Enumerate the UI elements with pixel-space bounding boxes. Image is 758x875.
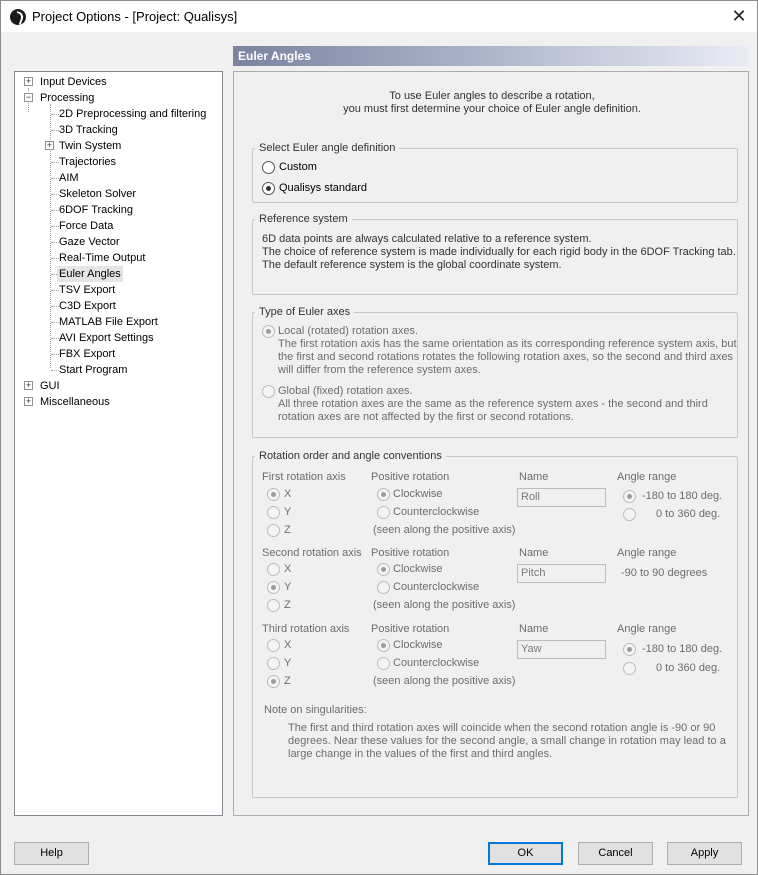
- first-range-360-radio[interactable]: [623, 508, 636, 521]
- clockwise-label: Clockwise: [393, 639, 443, 651]
- title-bar: [1, 1, 757, 32]
- reference-line: The choice of reference system is made individually for each rigid body in the 6DOF Tracking tab.: [262, 246, 736, 258]
- local-axes-radio[interactable]: [262, 325, 275, 338]
- tree-item-label: AIM: [59, 172, 79, 184]
- tree-connector: [51, 194, 59, 195]
- tree-item-label: C3D Export: [59, 300, 116, 312]
- first-axis-y-radio[interactable]: [267, 506, 280, 519]
- reference-system-group: [252, 213, 738, 295]
- first-counterclockwise-radio[interactable]: [377, 506, 390, 519]
- description-line: All three rotation axes are the same as the reference system axes - the second and third: [278, 398, 708, 410]
- tree-item-label: Miscellaneous: [40, 396, 110, 408]
- tree-item-label: Force Data: [59, 220, 114, 232]
- reference-line: 6D data points are always calculated relative to a reference system.: [262, 233, 592, 245]
- help-button[interactable]: Help: [14, 842, 89, 865]
- global-axes-radio[interactable]: [262, 385, 275, 398]
- counterclockwise-label: Counterclockwise: [393, 581, 480, 593]
- tree-item-label: Skeleton Solver: [59, 188, 137, 200]
- first-axis-label: First rotation axis: [262, 471, 346, 483]
- tree-connector: [51, 258, 59, 259]
- first-clockwise-radio[interactable]: [377, 488, 390, 501]
- second-name-field[interactable]: Pitch: [517, 564, 606, 583]
- description-line: rotation axes are not affected by the first or second rotations.: [278, 411, 574, 423]
- note-line: large change in the values of the first and third angles.: [288, 748, 553, 760]
- positive-rotation-label: Positive rotation: [371, 623, 450, 635]
- second-clockwise-radio[interactable]: [377, 563, 390, 576]
- axis-x-label: X: [284, 488, 292, 500]
- group-title: Type of Euler axes: [255, 305, 354, 319]
- singularities-note: [288, 722, 728, 761]
- tree-item-label: Processing: [40, 92, 95, 104]
- ok-button[interactable]: OK: [488, 842, 563, 865]
- note-line: degrees. Near these values for the second angle, a small change in rotation may lead to a: [288, 735, 726, 747]
- range-label: 0 to 360 deg.: [656, 662, 721, 674]
- tree-connector: [51, 130, 59, 131]
- tree-connector: [51, 178, 59, 179]
- axis-y-label: Y: [284, 506, 292, 518]
- description-line: the first and second rotations rotates the following rotation axes, so the second and third axes: [278, 351, 733, 363]
- angle-range-header: Angle range: [617, 547, 677, 559]
- tree-item-label: GUI: [40, 380, 60, 392]
- third-axis-z-radio[interactable]: [267, 675, 280, 688]
- group-title: Rotation order and angle conventions: [255, 449, 446, 463]
- tree-item-label: AVI Export Settings: [59, 332, 154, 344]
- second-counterclockwise-radio[interactable]: [377, 581, 390, 594]
- axis-y-label: Y: [284, 581, 292, 593]
- third-range-180-radio[interactable]: [623, 643, 636, 656]
- clockwise-label: Clockwise: [393, 488, 443, 500]
- third-name-field[interactable]: Yaw: [517, 640, 606, 659]
- first-axis-z-radio[interactable]: [267, 524, 280, 537]
- range-label: 0 to 360 deg.: [656, 508, 721, 520]
- second-axis-label: Second rotation axis: [262, 547, 362, 559]
- local-axes-description: [278, 338, 737, 377]
- expand-plus-icon[interactable]: +: [25, 380, 32, 390]
- second-axis-y-radio[interactable]: [267, 581, 280, 594]
- clockwise-label: Clockwise: [393, 563, 443, 575]
- angle-range-header: Angle range: [617, 471, 677, 483]
- local-axes-label: Local (rotated) rotation axes.: [278, 325, 419, 337]
- tree-item-label: Gaze Vector: [59, 236, 120, 248]
- name-header: Name: [519, 547, 549, 559]
- euler-angles-panel: [233, 71, 749, 816]
- description-line: will differ from the reference system axes.: [278, 364, 481, 376]
- tree-connector: [51, 322, 59, 323]
- tree-item-label: FBX Export: [59, 348, 116, 360]
- tree-item-label: 3D Tracking: [59, 124, 118, 136]
- global-axes-description: [278, 398, 708, 424]
- description-line: The first rotation axis has the same orientation as its corresponding reference system axis, but: [278, 338, 737, 350]
- counterclockwise-label: Counterclockwise: [393, 506, 480, 518]
- tree-item-label: Trajectories: [59, 156, 117, 168]
- singularities-note-title: Note on singularities:: [264, 704, 367, 716]
- seen-along-note: (seen along the positive axis): [373, 524, 516, 536]
- definition-group: [252, 142, 738, 203]
- tree-item-label: MATLAB File Export: [59, 316, 158, 328]
- third-counterclockwise-radio[interactable]: [377, 657, 390, 670]
- axis-y-label: Y: [284, 657, 292, 669]
- seen-along-note: (seen along the positive axis): [373, 675, 516, 687]
- range-label: -180 to 180 deg.: [642, 643, 723, 655]
- tree-item-label: Real-Time Output: [59, 252, 146, 264]
- seen-along-note: (seen along the positive axis): [373, 599, 516, 611]
- counterclockwise-label: Counterclockwise: [393, 657, 480, 669]
- rotation-order-group: [252, 450, 738, 798]
- expand-plus-icon[interactable]: +: [46, 140, 53, 150]
- third-range-360-radio[interactable]: [623, 662, 636, 675]
- collapse-minus-icon[interactable]: −: [25, 92, 32, 102]
- group-title: Reference system: [255, 212, 352, 226]
- tree-connector: [51, 338, 59, 339]
- tree-connector: [51, 306, 59, 307]
- second-axis-z-radio[interactable]: [267, 599, 280, 612]
- name-header: Name: [519, 623, 549, 635]
- axis-x-label: X: [284, 563, 292, 575]
- tree-item-label: Start Program: [59, 364, 128, 376]
- global-axes-label: Global (fixed) rotation axes.: [278, 385, 413, 397]
- positive-rotation-label: Positive rotation: [371, 471, 450, 483]
- tree-connector: [51, 226, 59, 227]
- tree-item-label: Input Devices: [40, 76, 107, 88]
- tree-connector: [51, 290, 59, 291]
- angle-range-header: Angle range: [617, 623, 677, 635]
- euler-axes-type-group: [252, 306, 738, 438]
- first-name-field[interactable]: Roll: [517, 488, 606, 507]
- group-title: Select Euler angle definition: [255, 141, 399, 155]
- close-icon[interactable]: ✕: [731, 6, 747, 26]
- tree-connector: [51, 162, 59, 163]
- third-axis-y-radio[interactable]: [267, 657, 280, 670]
- apply-button[interactable]: Apply: [667, 842, 742, 865]
- expand-plus-icon[interactable]: +: [25, 396, 32, 406]
- expand-plus-icon[interactable]: +: [25, 76, 32, 86]
- tree-item-label: 2D Preprocessing and filtering: [59, 108, 207, 120]
- reference-description: [262, 233, 736, 272]
- cancel-button[interactable]: Cancel: [578, 842, 653, 865]
- third-axis-x-radio[interactable]: [267, 639, 280, 652]
- qualisys-standard-radio[interactable]: [262, 182, 275, 195]
- qualisys-app-icon: [10, 9, 26, 25]
- tree-connector: [51, 114, 59, 115]
- qualisys-standard-label: Qualisys standard: [279, 182, 368, 194]
- tree-connector: [51, 370, 59, 371]
- panel-title: Euler Angles: [233, 46, 749, 66]
- options-tree: [14, 71, 223, 816]
- range-label: -90 to 90 degrees: [621, 567, 708, 579]
- intro-text: [234, 90, 750, 116]
- axis-z-label: Z: [284, 524, 291, 536]
- positive-rotation-label: Positive rotation: [371, 547, 450, 559]
- note-line: The first and third rotation axes will coincide when the second rotation angle is -90 or 90: [288, 722, 716, 734]
- window-title: Project Options - [Project: Qualisys]: [32, 9, 238, 24]
- third-axis-label: Third rotation axis: [262, 623, 350, 635]
- second-axis-x-radio[interactable]: [267, 563, 280, 576]
- axis-z-label: Z: [284, 599, 291, 611]
- first-range-180-radio[interactable]: [623, 490, 636, 503]
- intro-line: you must first determine your choice of Euler angle definition.: [343, 103, 641, 115]
- tree-connector: [51, 210, 59, 211]
- tree-item-label: TSV Export: [59, 284, 116, 296]
- tree-connector: [51, 242, 59, 243]
- range-label: -180 to 180 deg.: [642, 490, 723, 502]
- axis-x-label: X: [284, 639, 292, 651]
- reference-line: The default reference system is the global coordinate system.: [262, 259, 562, 271]
- axis-z-label: Z: [284, 675, 291, 687]
- tree-item-label: 6DOF Tracking: [59, 204, 133, 216]
- name-header: Name: [519, 471, 549, 483]
- first-axis-x-radio[interactable]: [267, 488, 280, 501]
- tree-connector: [51, 354, 59, 355]
- custom-radio[interactable]: [262, 161, 275, 174]
- intro-line: To use Euler angles to describe a rotation,: [389, 90, 595, 102]
- custom-label: Custom: [279, 161, 317, 173]
- tree-item-label: Euler Angles: [59, 268, 121, 280]
- third-clockwise-radio[interactable]: [377, 639, 390, 652]
- tree-item-label: Twin System: [59, 140, 122, 152]
